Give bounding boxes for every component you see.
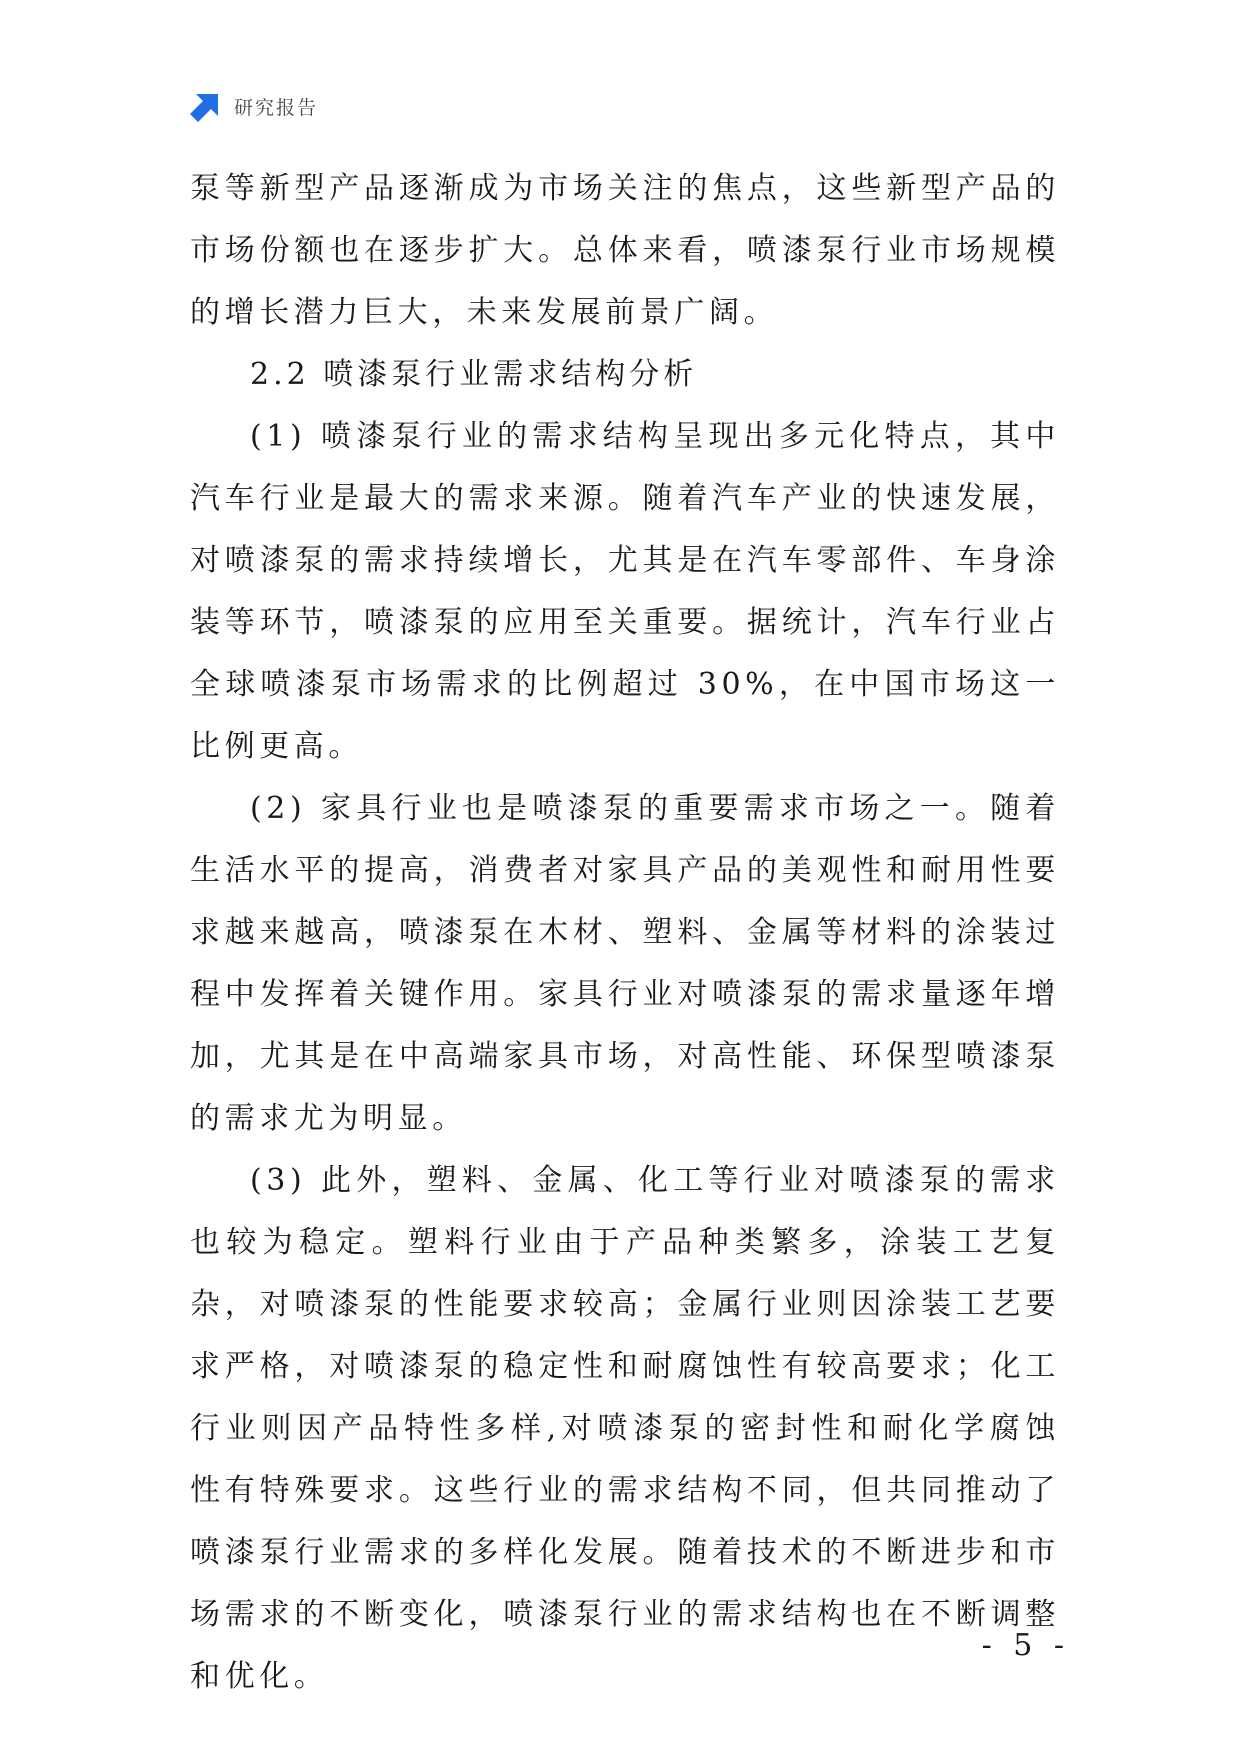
- arrow-up-right-icon: [190, 90, 222, 122]
- section-heading: 2.2 喷漆泵行业需求结构分析: [250, 357, 698, 392]
- page-header: [190, 88, 318, 124]
- page-number: - 5 -: [981, 1628, 1070, 1663]
- document-body: [190, 158, 1060, 1708]
- paragraph-3: (3) 此外，塑料、金属、化工等行业对喷漆泵的需求也较为稳定。塑料行业由于产品种类繁多，涂装工艺复杂，对喷漆泵的性能要求较高；金属行业则因涂装工艺要求严格，对喷漆泵的稳定性和耐腐蚀性有较高要求；化工行业则因产品特性多样,对喷漆泵的密封性和耐化学腐蚀性有特殊要求。这些行业的需求结构不同，但共同推动了喷漆泵行业需求的多样化发展。随着技术的不断进步和市场需求的不断变化，喷漆泵行业的需求结构也在不断调整和优化。: [190, 1163, 1060, 1694]
- paragraph-1: (1) 喷漆泵行业的需求结构呈现出多元化特点，其中汽车行业是最大的需求来源。随着汽车产业的快速发展，对喷漆泵的需求持续增长，尤其是在汽车零部件、车身涂装等环节，喷漆泵的应用至关重要。据统计，汽车行业占全球喷漆泵市场需求的比例超过 30%，在中国市场这一比例更高。: [190, 419, 1060, 764]
- paragraph-continued: 泵等新型产品逐渐成为市场关注的焦点，这些新型产品的市场份额也在逐步扩大。总体来看，喷漆泵行业市场规模的增长潜力巨大，未来发展前景广阔。: [190, 171, 1060, 330]
- header-title: 研究报告: [234, 96, 319, 119]
- paragraph-2: (2) 家具行业也是喷漆泵的重要需求市场之一。随着生活水平的提高，消费者对家具产品的美观性和耐用性要求越来越高，喷漆泵在木材、塑料、金属等材料的涂装过程中发挥着关键作用。家具行业对喷漆泵的需求量逐年增加，尤其是在中高端家具市场，对高性能、环保型喷漆泵的需求尤为明显。: [190, 791, 1060, 1136]
